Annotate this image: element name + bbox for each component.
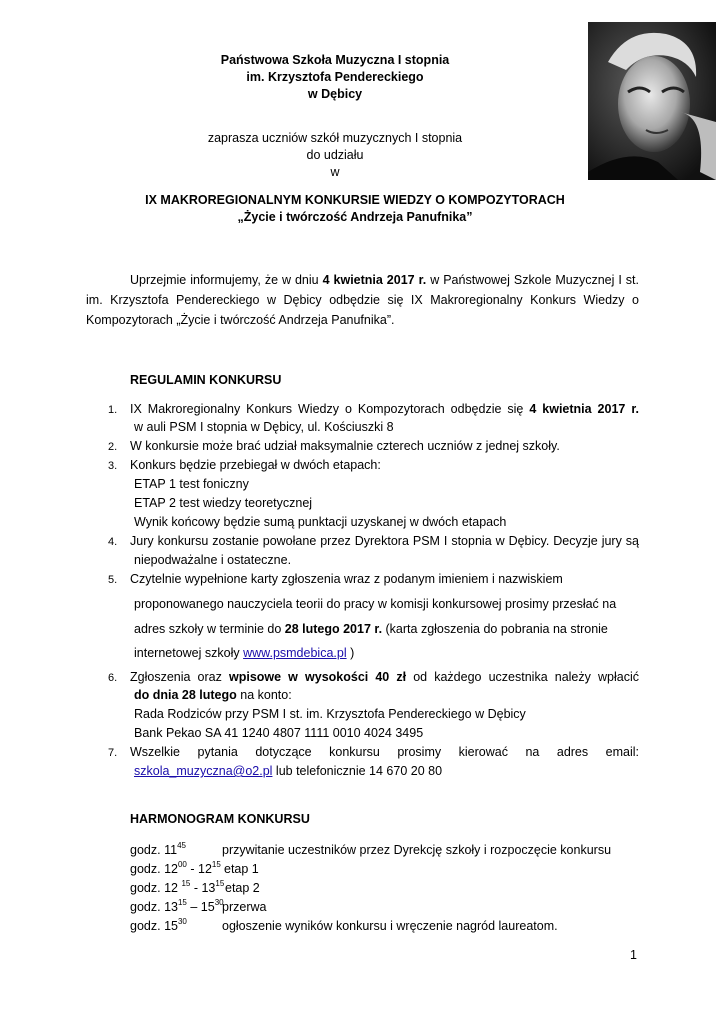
time-minute: 15 (177, 898, 187, 907)
rule-7: Wszelkie pytania dotyczące konkursu prosimy kierować na adres email: (130, 745, 639, 759)
rule-text: na konto: (236, 688, 292, 702)
list-number: 6. (108, 672, 118, 684)
time-hour: 12 (164, 862, 178, 876)
rule-text: adres szkoły w terminie do (134, 622, 285, 636)
list-number: 3. (108, 460, 118, 472)
time-minute: 15 (215, 879, 225, 888)
rule-date: 4 kwietnia 2017 r. (529, 402, 639, 416)
portrait-photo (588, 22, 716, 180)
rule-text: Zgłoszenia oraz (130, 670, 229, 684)
school-name (170, 52, 500, 103)
school-name-line: Państwowa Szkoła Muzyczna I stopnia (220, 53, 450, 67)
schedule-activity: przerwa (222, 900, 267, 914)
invitation-line: w (330, 165, 340, 179)
rule-4: Jury konkursu zostanie powołane przez Dyrektora PSM I stopnia w Dębicy. Decyzje jury są (130, 534, 639, 548)
schedule-row (130, 900, 224, 914)
rule-5-cont: proponowanego nauczyciela teorii do pracy w komisji konkursowej prosimy przesłać na (134, 597, 617, 611)
invitation (170, 130, 500, 181)
final-score-note: Wynik końcowy będzie sumą punktacji uzyskanej w dwóch etapach (134, 515, 507, 529)
stage-2: ETAP 2 test wiedzy teoretycznej (134, 496, 313, 510)
fee-amount: wpisowe w wysokości 40 zł (228, 670, 407, 684)
list-number: 4. (108, 536, 118, 548)
rule-1-location: w auli PSM I stopnia w Dębicy, ul. Kościuszki 8 (134, 420, 394, 434)
time-prefix: godz. (130, 862, 161, 876)
time-prefix: godz. (130, 900, 161, 914)
schedule-activity: ogłoszenie wyników konkursu i wręczenie nagród laureatom. (222, 919, 558, 933)
rule-text: od każdego uczestnika należy wpłacić (406, 670, 639, 684)
time-hour: 12 (198, 862, 212, 876)
list-number: 2. (108, 441, 118, 453)
intro-paragraph (86, 270, 639, 330)
schedule-row (130, 862, 221, 876)
time-minute: 30 (214, 898, 224, 907)
rule-5-deadline (134, 621, 643, 638)
phone-text: lub telefonicznie 14 670 20 80 (272, 764, 443, 778)
time-prefix: godz. (130, 919, 161, 933)
contest-subtitle: „Życie i twórczość Andrzeja Panufnika” (237, 210, 473, 224)
schedule-row (130, 881, 224, 895)
school-patron-line: im. Krzysztofa Pendereckiego (246, 70, 424, 84)
contest-date: 4 kwietnia 2017 r. (322, 273, 427, 287)
time-prefix: godz. (130, 843, 161, 857)
time-minute: 30 (177, 917, 187, 926)
rule-6-deadline (134, 687, 643, 704)
school-city-line: w Dębicy (307, 87, 363, 101)
schedule-activity: etap 2 (225, 881, 260, 895)
list-number: 5. (108, 574, 118, 586)
rule-2: W konkursie może brać udział maksymalnie czterech uczniów z jednej szkoły. (130, 439, 560, 453)
stage-1: ETAP 1 test foniczny (134, 477, 249, 491)
deadline-date: 28 lutego 2017 r. (284, 622, 383, 636)
rule-6 (130, 669, 639, 686)
school-website-link[interactable]: www.psmdebica.pl (243, 646, 347, 660)
time-minute: 45 (177, 841, 186, 850)
time-hour: 13 (164, 900, 178, 914)
contest-title: IX MAKROREGIONALNYM KONKURSIE WIEDZY O KOMPOZYTORACH (145, 193, 565, 207)
schedule-title: HARMONOGRAM KONKURSU (130, 812, 310, 826)
portrait-icon (588, 22, 716, 180)
contest-heading (120, 192, 590, 226)
time-minute: 15 (211, 860, 221, 869)
bank-account: Bank Pekao SA 41 1240 4807 1111 0010 4024 3495 (134, 726, 424, 740)
time-hour: 15 (200, 900, 215, 914)
rule-5: Czytelnie wypełnione karty zgłoszenia wraz z podanym imieniem i nazwiskiem (130, 572, 563, 586)
schedule-activity: etap 1 (224, 862, 259, 876)
invitation-line: zaprasza uczniów szkół muzycznych I stopnia (207, 131, 463, 145)
rule-text: ) (346, 646, 355, 660)
payment-deadline: do dnia 28 lutego (134, 688, 237, 702)
page-number: 1 (630, 948, 637, 962)
rule-text: (karta zgłoszenia do pobrania na stronie (382, 622, 608, 636)
invitation-line: do udziału (306, 148, 364, 162)
rule-7-contact (134, 763, 643, 780)
schedule-row (130, 843, 186, 857)
account-holder: Rada Rodziców przy PSM I st. im. Krzysztofa Pendereckiego w Dębicy (134, 707, 526, 721)
list-number: 7. (108, 747, 118, 759)
rule-5-website (134, 645, 643, 662)
time-hour: 12 (164, 881, 178, 895)
intro-text: Uprzejmie informujemy, że w dniu (130, 273, 323, 287)
time-hour: 13 (201, 881, 216, 895)
rule-4-cont: niepodważalne i ostateczne. (134, 553, 292, 567)
schedule-row (130, 919, 187, 933)
time-separator: - (190, 881, 202, 895)
time-hour: 15 (164, 919, 178, 933)
rule-1 (130, 401, 639, 418)
time-separator: - (186, 862, 198, 876)
list-number: 1. (108, 404, 118, 416)
rule-text: internetowej szkoły (134, 646, 244, 660)
schedule-activity: przywitanie uczestników przez Dyrekcję szkoły i rozpoczęcie konkursu (222, 843, 612, 857)
rule-text: IX Makroregionalny Konkurs Wiedzy o Kompozytorach odbędzie się (130, 402, 530, 416)
rules-title: REGULAMIN KONKURSU (130, 373, 282, 387)
rule-3: Konkurs będzie przebiegał w dwóch etapach: (130, 458, 381, 472)
time-hour: 11 (164, 843, 178, 857)
time-minute: 00 (177, 860, 187, 869)
email-link[interactable]: szkola_muzyczna@o2.pl (134, 764, 273, 778)
time-separator: – (186, 900, 201, 914)
time-prefix: godz. (130, 881, 161, 895)
time-minute: 15 (181, 879, 191, 888)
intro-text: w Państwowej Szkole Muzycznej I st. im. Krzysztofa Pendereckiego w Dębicy odbędzie się IX Makroregionalny Konkurs Wiedzy o Kompozytorach „Życie i twórczość Andrzeja Panufnika”. (86, 273, 640, 327)
